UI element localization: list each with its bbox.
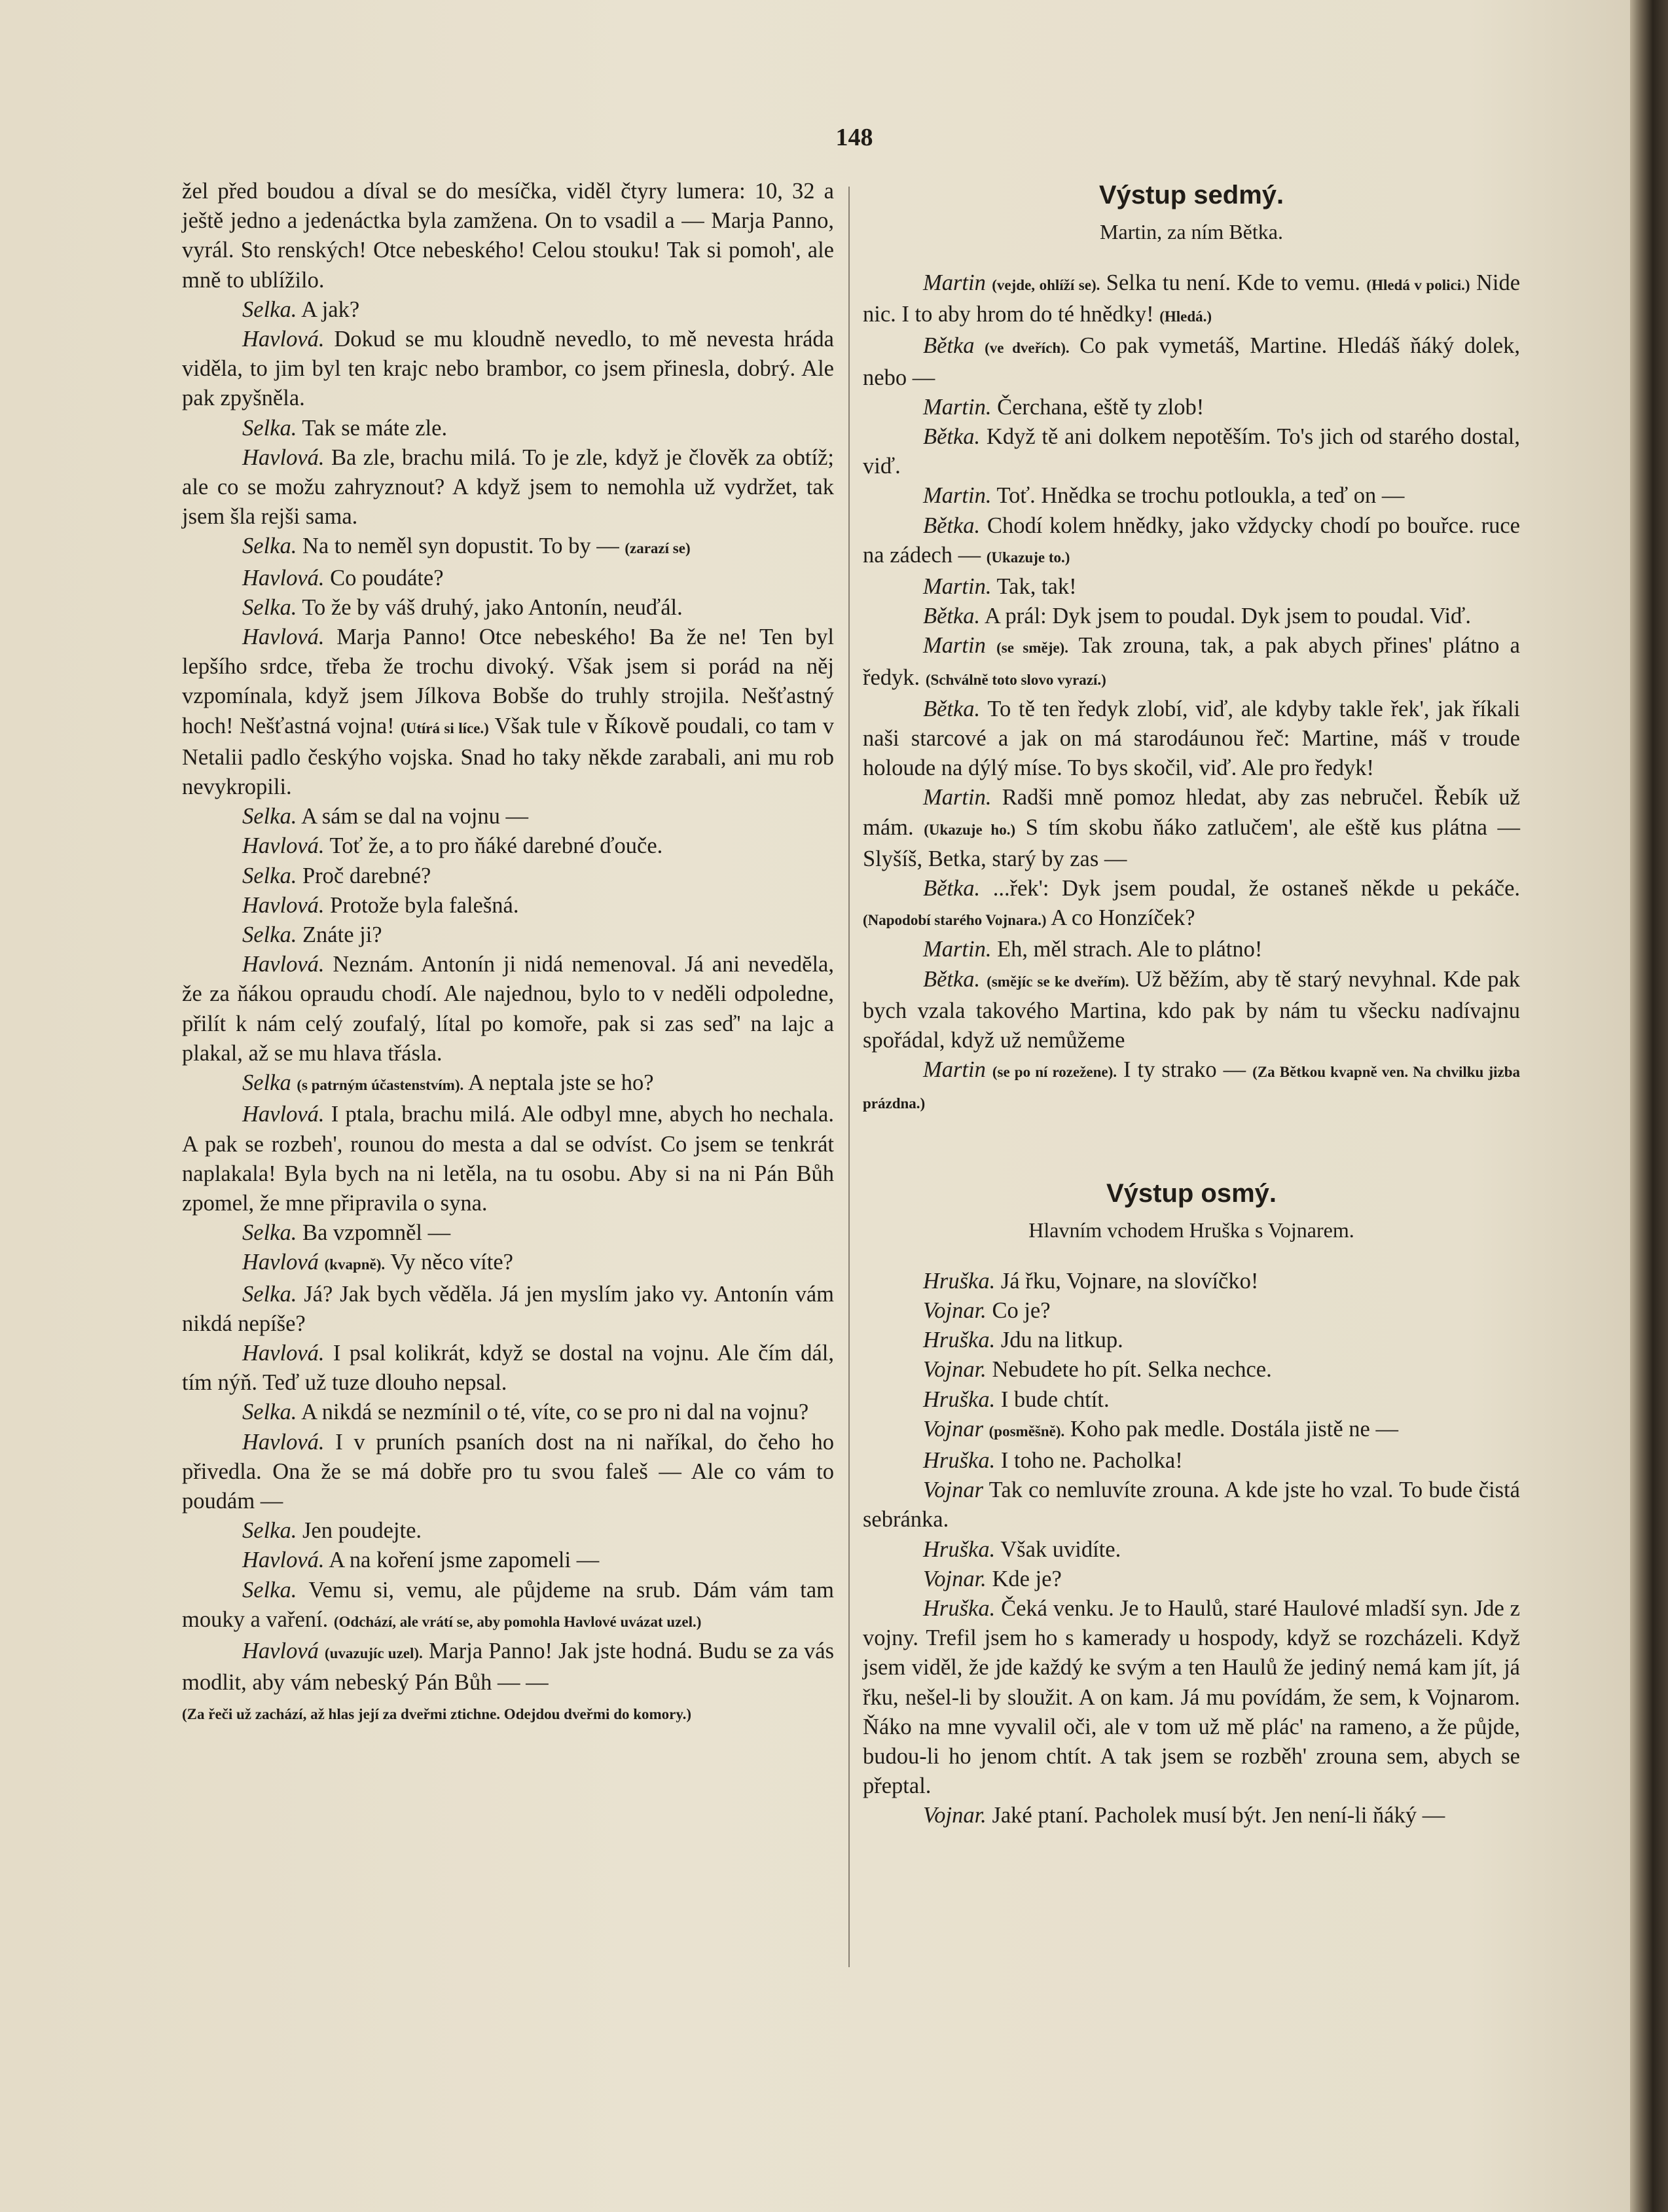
speaker-name: Selka. <box>242 804 297 829</box>
speaker-name: Selka. <box>242 1400 297 1425</box>
speaker-name: Vojnar <box>923 1478 984 1503</box>
line-text: Ba zle, brachu milá. To je zle, když je člověk za obtíž; ale co se možu zahryznout? A když jsem to nemohla už vydržet, tak jsem šla rejši sama. <box>182 444 835 530</box>
stage-direction: (se směje). <box>996 640 1068 657</box>
stage-direction: (Schválně toto slovo vyrazí.) <box>925 671 1106 688</box>
scene-8-dialogue <box>863 1267 1520 1831</box>
dialogue-line <box>182 920 834 950</box>
dialogue-line <box>182 831 834 861</box>
dialogue-line <box>863 874 1520 935</box>
line-text: I ty strako — <box>1123 1057 1246 1083</box>
line-text: Už běžím, aby tě starý nevyhnal. Kde pak bych vzala takového Martina, kdo pak by nám tu všecku nadívajnu spořádal, když už nemůžeme <box>863 966 1521 1053</box>
line-text: A jak? <box>301 297 360 322</box>
speaker-name: Vojnar. <box>923 1297 987 1323</box>
line-text: Tak, tak! <box>996 574 1077 600</box>
speaker-name: Selka. <box>242 415 297 441</box>
dialogue-line <box>863 331 1520 392</box>
speaker-name: Havlová. <box>242 1548 325 1573</box>
line-text: S tím skobu ňáko zatlučem', ale eště kus plátna — Slyšíš, Betka, starý by zas — <box>863 814 1521 871</box>
line-text: Však tule v Říkově poudali, co tam v Netalii padlo českýho vojska. Snad ho taky někde zarabali, ani mu rob nevykropili. <box>182 713 834 800</box>
speaker-name: Selka. <box>242 297 297 322</box>
dialogue-line <box>863 631 1520 694</box>
line-text: Chodí kolem hnědky, jako vždycky chodí po bouřce. ruce na zádech — <box>863 513 1520 568</box>
line-text: Tak co nemluvíte zrouna. A kde jste ho vzal. To bude čistá sebránka. <box>863 1478 1520 1532</box>
stage-direction: (Za řeči už zachází, až hlas její za dveřmi ztichne. Odejdou dveřmi do komory.) <box>182 1706 692 1723</box>
line-text: Marja Panno! Jak jste hodná. Budu se za vás modlit, aby vám nebeský Pán Bůh — — <box>182 1638 835 1695</box>
line-text: A sám se dal na vojnu — <box>301 804 528 829</box>
speaker-name: Bětka. <box>923 604 981 629</box>
speaker-name: Martin <box>923 270 986 295</box>
stage-direction: (Za Bětkou kvapně ven. Na chvilku jizba prázdna.) <box>863 1064 1521 1112</box>
dialogue-line <box>182 414 834 443</box>
line-text: Však uvidíte. <box>1000 1536 1121 1562</box>
dialogue-line <box>863 602 1520 631</box>
dialogue-line <box>863 572 1520 602</box>
dialogue-line <box>863 1355 1520 1385</box>
speaker-name: Selka. <box>242 1220 297 1246</box>
speaker-name: Vojnar. <box>923 1566 987 1591</box>
stage-direction: (kvapně). <box>324 1256 386 1273</box>
speaker-name: Martin. <box>923 394 992 420</box>
line-text: I psal kolikrát, když se dostal na vojnu. Ale čím dál, tím nýň. Teď už tuze dlouho nepsal. <box>182 1340 834 1396</box>
stage-direction: (smějíc se ke dveřím). <box>987 973 1129 990</box>
line-text: A nikdá se nezmínil o té, víte, co se pro ni dal na vojnu? <box>301 1400 809 1425</box>
dialogue-line <box>182 1576 834 1637</box>
speaker-name: Havlová. <box>242 952 325 977</box>
line-text: Radši mně pomoz hledat, aby zas nebručel. Řebík už mám. <box>863 785 1520 840</box>
line-text: Toť že, a to pro ňáké darebné ďouče. <box>329 833 663 859</box>
line-text: A prál: Dyk jsem to poudal. Dyk jsem to poudal. Viď. <box>984 604 1471 629</box>
stage-direction: (uvazujíc uzel). <box>324 1644 423 1661</box>
dialogue-line <box>863 1385 1520 1415</box>
line-text: Kde je? <box>992 1566 1062 1591</box>
dialogue-line <box>863 935 1520 964</box>
dialogue-line <box>863 1446 1520 1476</box>
speaker-name: Selka. <box>242 922 297 948</box>
line-text: To že by váš druhý, jako Antonín, neuďál. <box>302 594 683 620</box>
stage-direction: (s patrným účastenstvím). <box>297 1077 464 1094</box>
dialogue-line <box>182 564 834 593</box>
right-column <box>863 177 1520 1831</box>
line-text: Čerchana, eště ty zlob! <box>997 394 1205 420</box>
stage-direction: (vejde, ohlíží se). <box>992 277 1100 293</box>
speaker-name: Hruška. <box>923 1447 996 1473</box>
dialogue-line <box>182 623 834 802</box>
speaker-name: Bětka. <box>923 696 981 721</box>
line-text: I bude chtít. <box>1000 1387 1110 1412</box>
speaker-name: Hruška. <box>923 1387 996 1412</box>
speaker-name: Havlová. <box>242 327 325 352</box>
line-text: Znáte ji? <box>302 922 382 948</box>
line-text: Co pak vymetáš, Martine. Hledáš ňáký dolek, nebo — <box>863 333 1520 390</box>
page-number: 148 <box>835 124 873 151</box>
line-text: A neptala jste se ho? <box>467 1070 654 1096</box>
speaker-name: Selka <box>242 1070 291 1096</box>
dialogue-line <box>863 1326 1520 1355</box>
speaker-name: Havlová. <box>242 1340 325 1366</box>
line-text: Ba vzpomněl — <box>302 1220 451 1246</box>
line-text: Jen poudejte. <box>302 1518 422 1544</box>
dialogue-line <box>182 1546 834 1575</box>
scene-7-title: Výstup sedmý. <box>1098 181 1284 209</box>
speaker-name: Martin. <box>923 483 992 509</box>
dialogue-line <box>863 393 1520 422</box>
line-text: A na koření jsme zapomeli — <box>329 1548 600 1573</box>
scene-7-subtitle: Martin, za ním Bětka. <box>1100 220 1283 244</box>
line-text: A co Honzíček? <box>1051 905 1195 931</box>
stage-direction: (ve dveřích). <box>985 340 1070 357</box>
line-text: I ptala, brachu milá. Ale odbyl mne, abych ho nechala. A pak se rozbeh', rounou do mesta a dal se odvíst. Co jsem se tenkrát naplakala! Byla bych na ni letěla, na tu osobu. Aby si na ni Pán Bůh zpomel, že mne připravila o syna. <box>182 1102 834 1216</box>
speaker-name: Havlová. <box>242 444 325 470</box>
line-text: Jdu na litkup. <box>1000 1328 1123 1353</box>
book-spine <box>1630 0 1668 2212</box>
line-text: Tak zrouna, tak, a pak abych přines' plátno a ředyk. <box>863 633 1520 690</box>
speaker-name: Bětka <box>923 333 975 359</box>
speaker-name: Martin <box>923 1057 986 1083</box>
line-text: Vemu si, vemu, ale půjdeme na srub. Dám vám tam mouky a vaření. <box>182 1577 834 1632</box>
line-text: I v pruních psaních dost na ni naříkal, do čeho ho přivedla. Ona že se má dobře pro tu svou faleš — Ale co vám to poudám — <box>182 1429 834 1514</box>
dialogue-line <box>182 295 834 325</box>
speaker-name: Selka. <box>242 1518 297 1544</box>
speaker-name: Bětka. <box>923 876 981 901</box>
dialogue-line <box>182 1428 834 1517</box>
speaker-name: Havlová. <box>242 1429 325 1455</box>
dialogue-line <box>182 1516 834 1546</box>
dialogue-line <box>863 1296 1520 1326</box>
dialogue-line <box>863 783 1520 874</box>
line-text: Toť. Hnědka se trochu potloukla, a teď on — <box>996 483 1405 509</box>
speaker-name: Havlová. <box>242 1102 325 1127</box>
stage-direction: (Hledá.) <box>1159 308 1212 325</box>
line-text: Vy něco víte? <box>390 1250 513 1275</box>
line-text: Neznám. Antonín ji nidá nemenoval. Já ani nevedĕla, že za ňákou opraudu chodí. Ale najednou, bylo to v neděli odpoledne, přilít k nám celý zoufalý, lítal po komoře, pak si zas seď' na lajc a plakal, až se mu hlava třásla. <box>182 952 834 1066</box>
line-text: Nebudete ho pít. Selka nechce. <box>992 1357 1272 1383</box>
speaker-name: Vojnar. <box>923 1357 987 1383</box>
dialogue-line <box>863 1476 1520 1534</box>
speaker-name: Martin. <box>923 785 992 810</box>
dialogue-line <box>182 443 834 532</box>
speaker-name: Havlová. <box>242 833 325 859</box>
stage-direction: (Ukazuje ho.) <box>924 821 1016 838</box>
line-text: Dokud se mu kloudně nevedlo, to mě nevesta hráda viděla, to jim byl ten krajc nebo brambor, co jsem přinesla, dobrý. Ale pak zpyšněla. <box>182 327 834 411</box>
line-text: Já řku, Vojnare, na slovíčko! <box>1000 1268 1259 1294</box>
dialogue-line <box>863 481 1520 511</box>
dialogue-line <box>182 1339 834 1398</box>
dialogue-line <box>182 532 834 563</box>
speaker-name: Havlová <box>242 1250 319 1275</box>
speaker-name: Bětka. <box>923 966 981 992</box>
dialogue-line <box>863 695 1520 784</box>
line-text: Jaké ptaní. Pacholek musí být. Jen není-li ňáký — <box>992 1803 1445 1828</box>
dialogue-line <box>182 1637 834 1697</box>
dialogue-line <box>182 1398 834 1427</box>
dialogue-line <box>863 1594 1520 1801</box>
line-text: Tak se máte zle. <box>302 415 448 441</box>
line-text: Marja Panno! Otce nebeského! Ba že ne! Ten byl lepšího srdce, třeba že trochu divoký. Však jsem si porád na něj vzpomínala, když jsem Jílkova Bobše do truhly strojila. Nešťastný hoch! Nešťastná vojna! <box>182 625 834 738</box>
dialogue-line <box>182 1068 834 1100</box>
dialogue-line <box>182 1218 834 1248</box>
scene-8-subtitle: Hlavním vchodem Hruška s Vojnarem. <box>1028 1218 1354 1242</box>
speaker-name: Martin <box>923 633 986 659</box>
stage-direction: (Odchází, ale vrátí se, aby pomohla Havlové uvázat uzel.) <box>333 1613 702 1630</box>
dialogue-line <box>182 861 834 891</box>
line-text: To tě ten ředyk zlobí, viď, ale kdyby takle řek', jak říkali naši starcové a jak on má starodáunou řeč: Martine, máš v troude holoude na dýlý míse. To bys skočil, viď. Ale pro ředyk! <box>863 696 1520 781</box>
line-text: Na to neměl syn dopustit. To by — <box>302 534 619 559</box>
line-text: Protože byla falešná. <box>330 892 519 918</box>
dialogue-line <box>863 1267 1520 1296</box>
line-text: Selka tu není. Kde to vemu. <box>1106 270 1360 295</box>
speaker-name: Selka. <box>242 1281 297 1307</box>
speaker-name: Hruška. <box>923 1595 996 1621</box>
stage-direction: (Hledá v polici.) <box>1366 277 1470 293</box>
dialogue-line <box>182 950 834 1068</box>
speaker-name: Martin. <box>923 574 992 600</box>
dialogue-line <box>182 1280 834 1339</box>
line-text: Čeká venku. Je to Haulů, staré Haulové mladší syn. Jde z vojny. Trefil jsem ho s kamerady u hospody, když se rozcházeli. Když jsem viděl, že jde každý ke svým a ten Haulů že jediný nemá kam jít, já řku, nešel-li by sloužit. A on kam. Já mu povídám, že sem, k Vojnarom. Ňáko na mne vyvalil oči, ale v tom už mě plác' na rameno, a že půjde, budou-li ho jenom chtít. A tak jsem se rozběh' zrouna sem, abych se přeptal. <box>863 1595 1520 1799</box>
line-text: Koho pak medle. Dostála jistě ne — <box>1070 1416 1398 1441</box>
dialogue-line <box>863 511 1520 572</box>
speaker-name: Selka. <box>242 1577 297 1603</box>
speaker-name: Hruška. <box>923 1536 996 1562</box>
stage-direction: (Napodobí starého Vojnara.) <box>863 912 1047 929</box>
line-text: Co je? <box>992 1297 1051 1323</box>
speaker-name: Hruška. <box>923 1268 996 1294</box>
speaker-name: Martin. <box>923 937 992 962</box>
speaker-name: Bětka. <box>923 424 981 450</box>
speaker-name: Hruška. <box>923 1328 996 1353</box>
stage-direction: (se po ní rozežene). <box>992 1064 1117 1081</box>
speaker-name: Vojnar <box>923 1416 984 1441</box>
line-text: Eh, měl strach. Ale to plátno! <box>997 937 1263 962</box>
speaker-name: Havlová. <box>242 892 325 918</box>
dialogue-line <box>182 593 834 623</box>
dialogue-line <box>863 422 1520 481</box>
dialogue-line <box>182 177 834 295</box>
dialogue-line <box>863 965 1520 1056</box>
dialogue-line <box>863 1565 1520 1594</box>
stage-direction: (posměšně). <box>988 1423 1065 1440</box>
speaker-name: Vojnar. <box>923 1803 987 1828</box>
speaker-name: Selka. <box>242 534 297 559</box>
column-divider <box>848 187 850 1967</box>
stage-direction: (Utírá si líce.) <box>400 719 489 736</box>
line-text: žel před boudou a díval se do mesíčka, viděl čtyry lumera: 10, 32 a ještě jedno a jedenáctka byla zamžena. On to vsadil a — Marja Panno, vyrál. Sto renských! Otce nebeského! Celou stouku! Tak si pomoh', ale mně to ublížilo. <box>182 179 834 293</box>
speaker-name: Selka. <box>242 863 297 888</box>
speaker-name: Bětka. <box>923 513 981 538</box>
scene-8-title: Výstup osmý. <box>1106 1178 1277 1208</box>
dialogue-line <box>863 1415 1520 1446</box>
stage-direction: (Ukazuje to.) <box>986 549 1070 566</box>
dialogue-line <box>863 268 1520 331</box>
dialogue-line <box>863 1801 1520 1830</box>
speaker-name: Havlová. <box>242 565 325 590</box>
speaker-name: Selka. <box>242 594 297 620</box>
dialogue-line <box>863 1535 1520 1565</box>
dialogue-line <box>182 802 834 831</box>
line-text: Když tě ani dolkem nepotěším. To's jich od starého dostal, viď. <box>863 424 1521 479</box>
dialogue-line <box>182 1100 834 1218</box>
dialogue-line <box>182 325 834 414</box>
dialogue-line <box>182 1248 834 1279</box>
scene-7-dialogue <box>863 268 1520 1119</box>
speaker-name: Havlová <box>242 1638 319 1663</box>
dialogue-line <box>863 1055 1520 1118</box>
dialogue-line <box>182 891 834 920</box>
line-text: Nide nic. I to aby hrom do té hnědky! <box>863 270 1521 327</box>
left-column <box>182 177 834 1730</box>
speaker-name: Havlová. <box>242 625 325 650</box>
line-text: Já? Jak bych věděla. Já jen myslím jako vy. Antonín vám nikdá nepíše? <box>182 1281 834 1336</box>
line-text: Proč darebné? <box>302 863 431 888</box>
stage-direction: (zarazí se) <box>625 540 691 557</box>
line-text: ...řek': Dyk jsem poudal, že ostaneš někde u pekáče. <box>992 876 1521 901</box>
line-text: I toho ne. Pacholka! <box>1000 1447 1183 1473</box>
line-text: Co poudáte? <box>330 565 444 590</box>
dialogue-line <box>182 1697 834 1729</box>
